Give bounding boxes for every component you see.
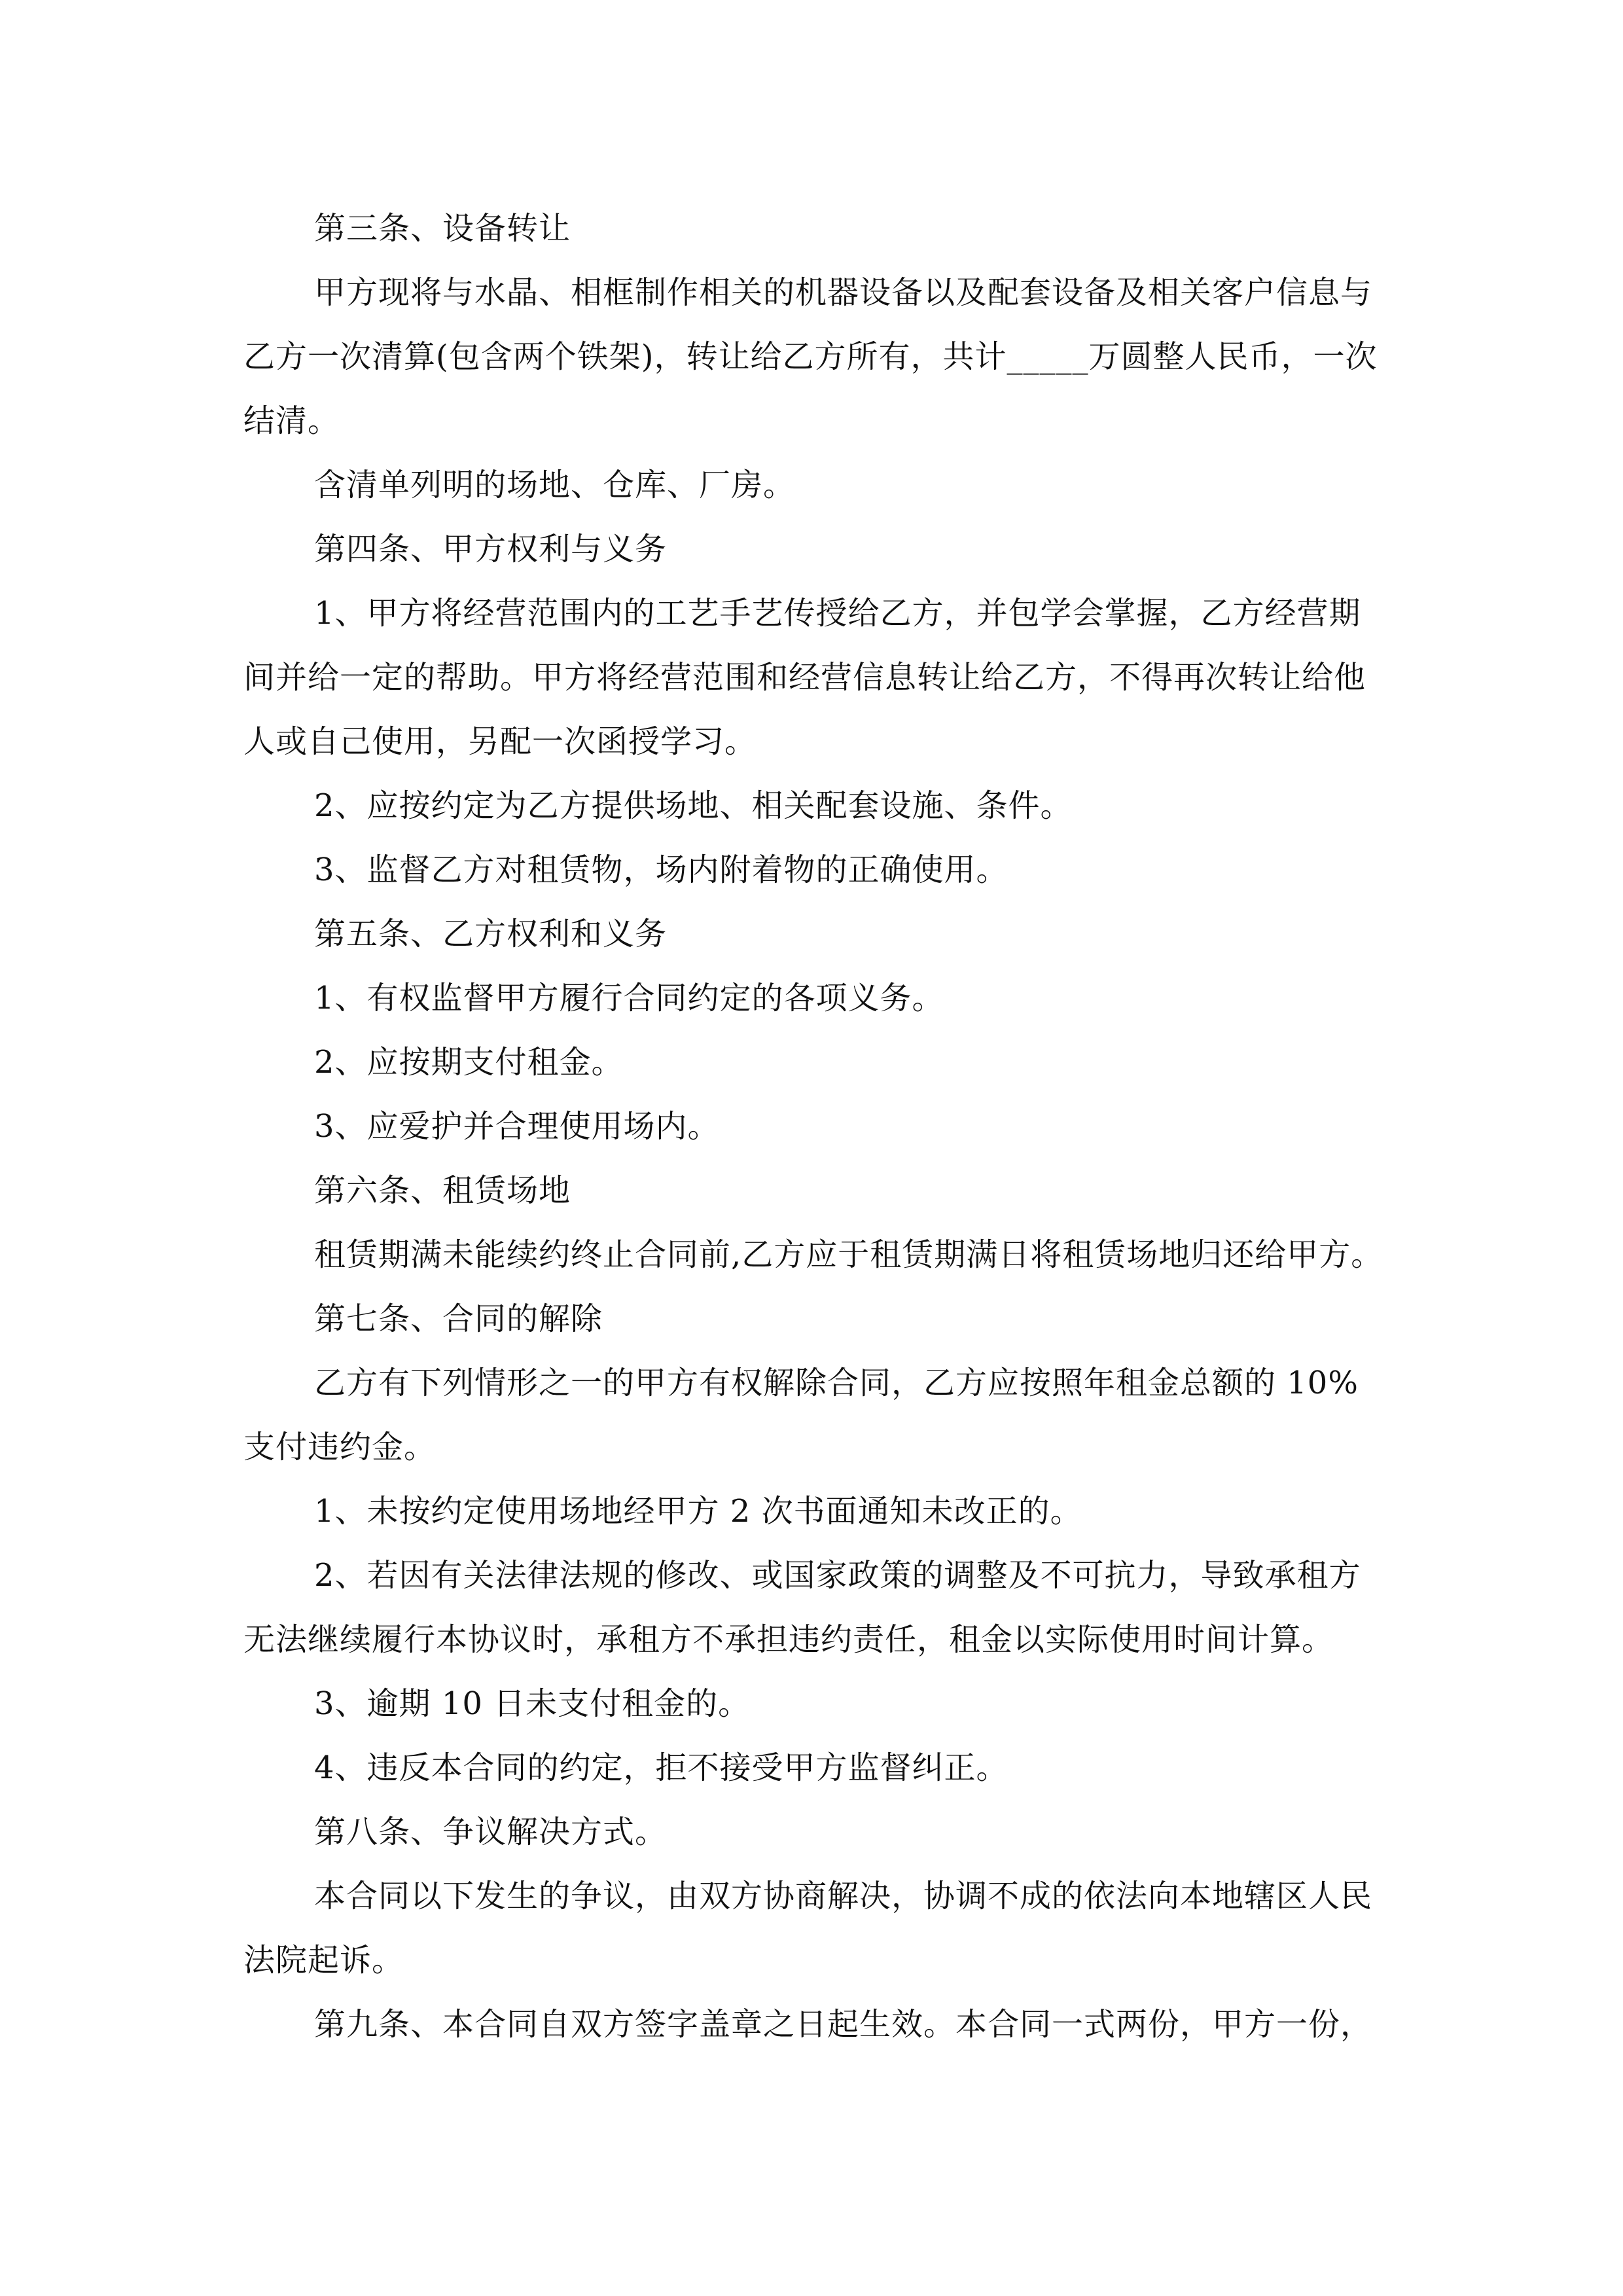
article-6-text: 租赁期满未能续约终止合同前,乙方应于租赁期满日将租赁场地归还给甲方。 (314, 1236, 1383, 1273)
article-4-heading: 第四条、甲方权利与义务 (314, 531, 668, 567)
article-7-item-1: 1、未按约定使用场地经甲方 2 次书面通知未改正的。 (314, 1493, 1082, 1530)
article-9-text: 第九条、本合同自双方签字盖章之日起生效。本合同一式两份，甲方一份， (314, 2006, 1373, 2043)
article-3-text: 甲方现将与水晶、相框制作相关的机器设备以及配套设备及相关客户信息与乙方一次清算(包含两个铁架)，转让给乙方所有，共计_____万圆整人民币，一次结清。 (243, 274, 1378, 439)
article-7-item-2: 2、若因有关法律法规的修改、或国家政策的调整及不可抗力，导致承租方无法继续履行本协议时，承租方不承担违约责任，租金以实际使用时间计算。 (243, 1557, 1361, 1658)
article-5-item-1: 1、有权监督甲方履行合同约定的各项义务。 (314, 980, 944, 1016)
article-5-item-3: 3、应爱护并合理使用场内。 (314, 1108, 720, 1145)
article-4-item-1: 1、甲方将经营范围内的工艺手艺传授给乙方，并包学会掌握，乙方经营期间并给一定的帮助。甲方将经营范围和经营信息转让给乙方，不得再次转让给他人或自己使用，另配一次函授学习。 (243, 595, 1366, 760)
article-6-heading: 第六条、租赁场地 (314, 1172, 571, 1209)
article-7-text: 乙方有下列情形之一的甲方有权解除合同，乙方应按照年租金总额的 10%支付违约金。 (243, 1365, 1359, 1465)
article-7-item-3: 3、逾期 10 日未支付租金的。 (314, 1685, 751, 1722)
article-5-item-2: 2、应按期支付租金。 (314, 1044, 624, 1081)
article-3-heading: 第三条、设备转让 (314, 210, 571, 247)
article-7-heading: 第七条、合同的解除 (314, 1300, 603, 1337)
article-4-item-3: 3、监督乙方对租赁物，场内附着物的正确使用。 (314, 852, 1008, 888)
article-3-note: 含清单列明的场地、仓库、厂房。 (314, 467, 796, 503)
article-7-item-4: 4、违反本合同的约定，拒不接受甲方监督纠正。 (314, 1749, 1008, 1786)
article-5-heading: 第五条、乙方权利和义务 (314, 916, 668, 952)
article-8-text: 本合同以下发生的争议，由双方协商解决，协调不成的依法向本地辖区人民法院起诉。 (243, 1878, 1373, 1979)
contract-body (243, 196, 1390, 2056)
article-4-item-2: 2、应按约定为乙方提供场地、相关配套设施、条件。 (314, 787, 1073, 824)
article-8-heading: 第八条、争议解决方式。 (314, 1814, 668, 1850)
